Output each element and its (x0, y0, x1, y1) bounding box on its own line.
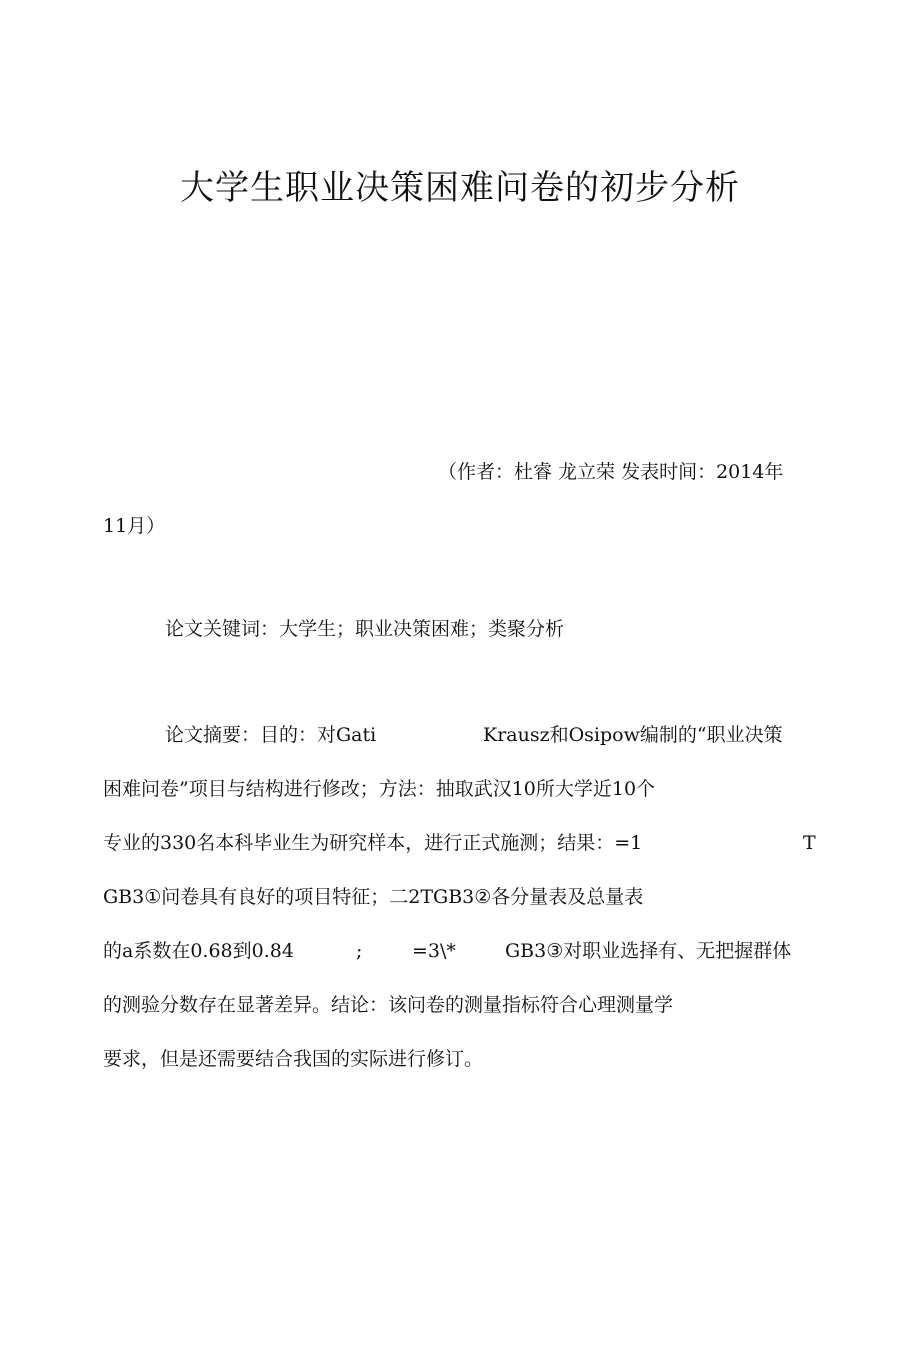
abstract-line-2: 困难问卷”项目与结构进行修改；方法：抽取武汉10所大学近10个 (103, 778, 656, 800)
abstract-line-1a: 论文摘要：目的：对Gati (165, 724, 377, 746)
abstract-line-5a: 的a系数在0.68到0.84 (103, 940, 294, 962)
abstract-line-5d: GB3③对职业选择有、无把握群体 (505, 940, 792, 962)
byline-line-1: （作者：杜睿 龙立荣 发表时间：2014年 (438, 461, 784, 483)
abstract-line-5c: =3\* (412, 940, 456, 962)
abstract-line-3b: T (803, 832, 816, 854)
document-title: 大学生职业决策困难问卷的初步分析 (180, 168, 740, 208)
abstract-line-4: GB3①问卷具有良好的项目特征；二2TGB3②各分量表及总量表 (103, 886, 644, 908)
abstract-line-1b: Krausz和Osipow编制的“职业决策 (483, 724, 783, 746)
abstract-line-5b: ; (356, 940, 363, 962)
abstract-line-3a: 专业的330名本科毕业生为研究样本，进行正式施测；结果：=1 (103, 832, 643, 854)
abstract-line-6: 的测验分数存在显著差异。结论：该问卷的测量指标符合心理测量学 (103, 994, 674, 1016)
byline-line-2: 11月） (103, 515, 166, 537)
keywords: 论文关键词：大学生；职业决策困难；类聚分析 (165, 618, 565, 640)
abstract-line-7: 要求，但是还需要结合我国的实际进行修订。 (103, 1048, 484, 1070)
